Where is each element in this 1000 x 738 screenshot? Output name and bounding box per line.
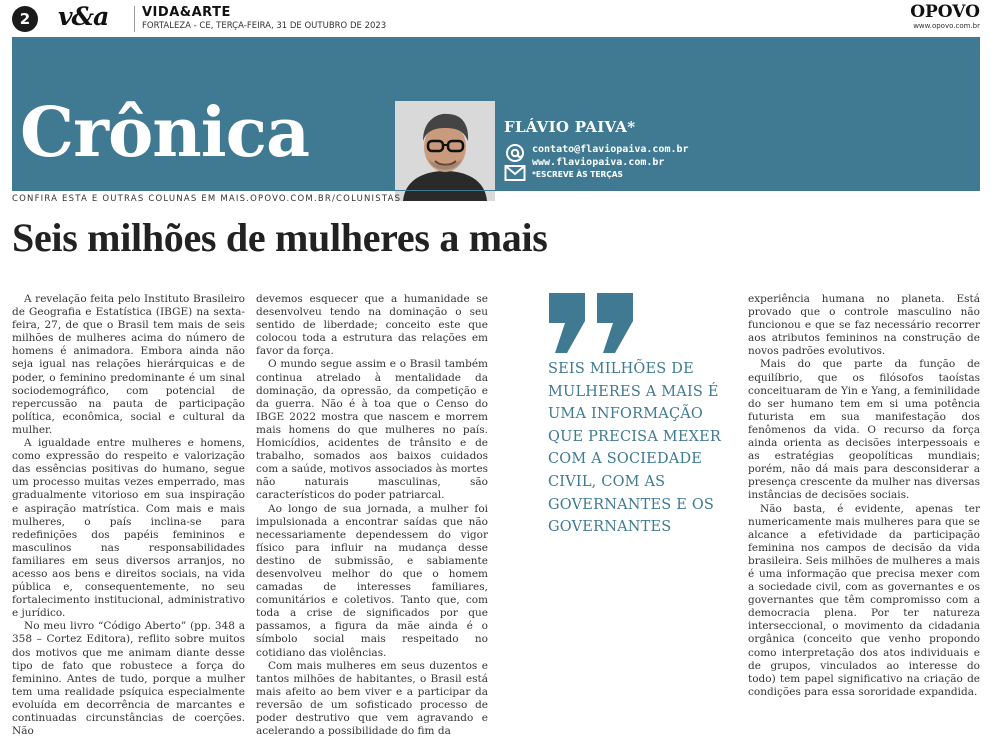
- paragraph: Com mais mulheres em seus duzentos e tantos milhões de habitantes, o Brasil está mais afeito ao bem viver e a participar da reversão de um sofisticado processo de poder destrutivo que vem agravando e acelerando a possibilidade do fim da: [256, 659, 488, 738]
- column-title: Crônica: [20, 93, 310, 173]
- page-number: 2: [12, 6, 38, 32]
- paragraph: experiência humana no planeta. Está provado que o controle masculino não funcionou e que se faz necessário recorrer aos atributos femininos na construção de novos padrões evolutivos.: [748, 293, 980, 358]
- author-name: FLÁVIO PAIVA*: [504, 118, 636, 136]
- section-logo: v&a: [58, 2, 109, 31]
- article-column-1: [12, 293, 245, 738]
- at-sign-icon: [504, 143, 526, 163]
- paragraph: A revelação feita pelo Instituto Brasileiro de Geografia e Estatística (IBGE) na sexta-feira, 27, de que o Brasil tem mais de seis milhões de mulheres acima do número de homens é animadora. Embora ainda não seja igual nas relações hierárquicas e de poder, o feminino predominante é um sinal sociodemográfico, com potencial de repercussão na pauta de participação política, econômica, social e cultural da mulher.: [12, 293, 245, 436]
- masthead-divider: [134, 6, 135, 32]
- paragraph: Não basta, é evidente, apenas ter numericamente mais mulheres para que se alcance a efetividade da participação feminina nos campos de decisão da vida brasileira. Seis milhões de mulheres a mais é uma informação que precisa mexer com a sociedade civil, com as governantes e os governantes que têm compromisso com a democracia plena. Por ter natureza interseccional, o movimento da cidadania orgânica (conceito que venho propondo como interpretação dos atos individuais e de grupos, vinculados ao interesse do todo) tem papel significativo na criação de condições para essa sororidade expandida.: [748, 502, 980, 698]
- dateline: FORTALEZA - CE, TERÇA-FEIRA, 31 DE OUTUBRO DE 2023: [142, 21, 387, 31]
- paragraph: No meu livro “Código Aberto” (pp. 348 a 358 – Cortez Editora), reflito sobre muitos dos motivos que me animam diante desse tipo de fato que robustece a força do feminino. Antes de tudo, porque a mulher tem uma realidade psíquica especialmente evoluída em decorrência de marcantes e continuadas circunstâncias de coerções. Não: [12, 620, 245, 738]
- masthead: [0, 0, 1000, 36]
- paragraph: devemos esquecer que a humanidade se desenvolveu tendo na dominação o seu sentido de liberdade; conceito este que colocou toda a estrutura das relações em favor da força.: [256, 293, 488, 358]
- author-schedule: *ESCREVE ÀS TERÇAS: [532, 170, 623, 179]
- columns-link-notice: CONFIRA ESTA E OUTRAS COLUNAS EM MAIS.OPOVO.COM.BR/COLUNISTAS: [12, 194, 402, 204]
- envelope-icon: [504, 164, 526, 182]
- publication-url: www.opovo.com.br: [913, 22, 980, 30]
- column-banner: [12, 37, 980, 190]
- quote-marks-icon: [547, 291, 637, 355]
- paragraph: Mais do que parte da função de equilíbrio, que os filósofos taoístas conceituaram de Yin e Yang, a feminilidade do ser humano tem em si uma potência futurista em sua manifestação dos fenômenos da vida. O recurso da força ainda orienta as decisões interpessoais e as estratégias geopolíticas mundiais; porém, não dá mais para desconsiderar a presença crescente da mulher nas diversas instâncias de decisões sociais.: [748, 358, 980, 502]
- pull-quote: SEIS MILHÕES DE MULHERES A MAIS É UMA INFORMAÇÃO QUE PRECISA MEXER COM A SOCIEDADE CIVIL, COM AS GOVERNANTES E OS GOVERNANTES: [548, 361, 722, 536]
- author-website[interactable]: www.flaviopaiva.com.br: [532, 157, 665, 168]
- publication-logo: OPOVO: [910, 2, 980, 22]
- paragraph: O mundo segue assim e o Brasil também continua atrelado à mentalidade da dominação, da opressão, da competição e da guerra. Não é à toa que o Censo do IBGE 2022 mostra que nascem e morrem mais homens do que mulheres no país. Homicídios, acidentes de trânsito e de trabalho, somados aos baixos cuidados com a saúde, motivos associados às mortes não naturais masculinas, são característicos do poder patriarcal.: [256, 358, 488, 502]
- article-column-4: [748, 293, 980, 698]
- paragraph: Ao longo de sua jornada, a mulher foi impulsionada a encontrar saídas que não necessariamente dependessem do vigor físico para influir na mudança desse destino de submissão, e sabiamente desenvolveu melhor do que o homem camadas de interesses familiares, comunitários e coletivos. Tanto que, com toda a crise de significados por que passamos, a figura da mãe ainda é o símbolo social mais respeitado no cotidiano das violências.: [256, 502, 488, 659]
- paragraph: A igualdade entre mulheres e homens, como expressão do respeito e valorização das essências positivas do humano, segue um processo muitas vezes emperrado, mas gradualmente vitorioso em sua inspiração e aspiração matrística. Com mais e mais mulheres, o país inclina-se para redefinições dos papéis femininos e masculinos nas responsabilidades familiares em seus diversos arranjos, no acesso aos bens e direitos sociais, na vida pública e, consequentemente, no seu fortalecimento institucional, administrativo e jurídico.: [12, 437, 245, 620]
- section-name: VIDA&ARTE: [142, 5, 231, 20]
- article-column-2: [256, 293, 488, 738]
- contact-icons: [504, 143, 526, 183]
- article-headline: Seis milhões de mulheres a mais: [12, 215, 548, 260]
- author-avatar: [395, 101, 495, 201]
- author-email[interactable]: contato@flaviopaiva.com.br: [532, 144, 689, 155]
- banner-rule: [12, 190, 980, 191]
